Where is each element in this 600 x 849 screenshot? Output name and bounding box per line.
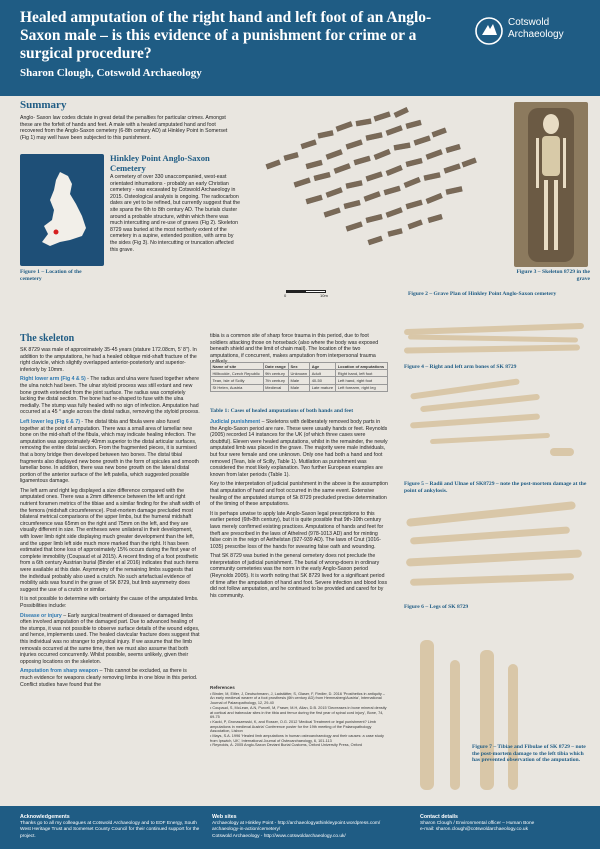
- reference-item: • Kacki, P, Gronaszewski, K, and Rosser, O.G. 2012 'Medical Treatment or legal punishment? Limb amputations in medieval Austria' Conference poster for the 19th meeting of the Palaeopathology Association, Lisbon: [210, 719, 376, 734]
- table-row: St Helen, Austria Medieval Male Late mature Left forearm, right leg: [211, 384, 388, 391]
- reference-item: • Coupaud, S, McLean, A.N, Purcell, M, Fraser, M.H, Allan, D.B. 2015 'Decreases in bone mineral density at cortical and trabecular sites in the tibia and femur during the first year of spinal cord injury', Bone, 74, 69-75: [210, 705, 387, 720]
- judicial-text: – Skeletons with deliberately removed body parts in the Anglo-Saxon period are rare. These were usually hands or feet. Reynolds (2005) recorded 14 instances for the UK (of which three cases were doubtful). Eleven were healed amputations, whilst in the remainder, the newly amputated limb was placed in the grave. The majority were male individuals, but four were female and one unknown. Only one had both a hand and foot removed (Tean, Isle of Scilly, Table 1). Mutilation as punishment was considered the most likely explanation. Two further European examples are known from later periods (Table 1).: [210, 419, 388, 478]
- summary-text: Anglo- Saxon law codes dictate in great detail the penalties for particular crimes. Amongst these are the forfeit of hands and feet. A male with a healed amputated hand and foot recovered from the Anglo-Saxon cemetery (6-8th century AD) at Hinkley Point in Somerset (Fig 1) may well have been subjected to this punishment.: [20, 115, 228, 141]
- web-link[interactable]: Archaeology at Hinkley Point - http://archaeologyathinkleypoint.wordpress.com/: [212, 821, 381, 827]
- bone: [480, 650, 494, 790]
- table-row: Hillbockle, Czech Republic 9th century Unknown Adult Right hand, left foot: [211, 370, 388, 377]
- bone: [404, 344, 580, 353]
- bone: [430, 433, 550, 444]
- cotswold-logo: [474, 16, 584, 52]
- bone: [406, 501, 576, 527]
- fig7-caption: Figure 7 – Tibiae and Fibulae of SK 8729 – note the post-mortem damage to the left tibia which has prevented observation of the amputation.: [472, 744, 586, 764]
- grave-plan: [246, 102, 508, 282]
- disease-lead: Disease or injury: [20, 612, 62, 619]
- table-header: Sex: [288, 363, 309, 370]
- reference-item: • Mays, S.A. 1996 'Healed limb amputations in human osteoarchaeology and their causes: a case study from Ipswich, UK', International Journal of Osteoarchaeology, 6, 101-113: [210, 734, 384, 743]
- fig1-caption: Figure 1 – Location of the cemetery: [20, 269, 82, 282]
- contact-name: Sharon Clough / Environmental officer – Human Bone: [420, 821, 535, 827]
- table-row: Tean, Isle of Scilly 7th century Male 40-50 Left hand, right foot: [211, 377, 388, 384]
- location-map: [20, 154, 104, 266]
- table-header-row: [211, 363, 388, 370]
- logo-mark-icon: [474, 16, 504, 46]
- table-header: Date range: [263, 363, 288, 370]
- middle-p3: Key to the interpretation of judicial punishment in the above is the assumption that amputation of hand and foot occurred in the same event. Extensive healing of the amputated stumps of Sk 8729 precluded precise determination of the timing of these amputations.: [210, 481, 388, 508]
- table-header: Location of amputations: [336, 363, 388, 370]
- bone: [410, 413, 540, 428]
- judicial-lead: Judicial punishment: [210, 419, 261, 425]
- fig4-caption: Figure 4 – Right and left arm bones of SK 8729: [404, 364, 517, 370]
- disease-text: – Early surgical treatment of diseased or damaged limbs often involved amputation of the damaged part. Due to advanced healing of the stumps, it was not possible to observe surface details of the wound edges, and hence, implements used. The healed clavicular fracture does suggest that this individual was no stranger to physical injury. If we assume that the limb removals occurred at the same time, then we must also assume that both injuries occurred concurrently. Whilst possible, seems unlikely, given their opposing locations on the skeleton.: [20, 612, 200, 665]
- tibiae-fibulae-photo: [400, 620, 588, 800]
- summary-heading: Summary: [20, 99, 67, 111]
- weapon-text: – This cannot be excluded, as there is much evidence for weapons clearly removing limbs in one blow in this period. Conflict studies have found that the: [20, 668, 198, 688]
- bone: [450, 660, 460, 790]
- acknowledgements: [20, 814, 200, 840]
- amputations-table: [210, 362, 388, 392]
- bone: [550, 448, 574, 456]
- uk-map-icon: [20, 154, 104, 266]
- arm-bones-photo: [400, 320, 588, 360]
- bone: [420, 394, 540, 413]
- bone: [406, 549, 582, 566]
- reference-item: • Binder, M, Eitler, J, Deutschmann, J, Ladstätter, S, Glaser, F, Fiedler, D. 2016 'Prosthetics in antiquity – An early medieval wearer of a foot prosthesis (6th century AD) from Hemmaberg/Austria', International Journal of Palaeopathology, 12, 29-40: [210, 691, 385, 706]
- skeleton-p5: It is not possible to determine with certainty the cause of the amputated limbs. Possibilities include:: [20, 596, 199, 609]
- poster-title: Healed amputation of the right hand and left foot of an Anglo-Saxon male – is this evidence of a punishment for crime or a surgical procedure?: [20, 9, 432, 62]
- poster-author: Sharon Clough, Cotswold Archaeology: [20, 67, 202, 79]
- skeleton-p1: SK 8729 was male of approximately 35-45 years (stature 172.08cm, 5' 8"). In addition to the amputations, he had a healed oblique mid-shaft fracture of the right clavicle, which slightly overlapped anterior-posteriorly and superior-inferiorly by 10mm.: [20, 347, 197, 373]
- right-arm-text: - The radius and ulna were fused together where the ulna notch had been. The ulnar styloid process was still extant and new bone growth extended from the joint surface. The radius was completely lacking the distal section. The bone had re-shaped to fuse with the ulna medially. The stump was fully healed with no sign of infection. Amputation had occurred at a 45 ° angle across the distal radius, removing the styloid process.: [20, 376, 200, 416]
- contact-email[interactable]: e-mail: sharon.clough@cotswoldarchaeology.co.uk: [420, 827, 528, 833]
- left-leg-lead: Left lower leg (Fig 6 & 7): [20, 418, 80, 425]
- cemetery-heading: Hinkley Point Anglo-Saxon Cemetery: [110, 153, 210, 173]
- ack-text: Thanks go to all my colleagues at Cotswold Archaeology and to EDF Energy, South West Heritage Trust and Somerset County Council for their continued support for the project.: [20, 821, 200, 839]
- fig6-caption: Figure 6 – Legs of SK 8729: [404, 604, 469, 610]
- references-heading: References: [210, 685, 235, 690]
- bone: [410, 573, 574, 586]
- right-arm-lead: Right lower arm (Fig 4 & 5): [20, 376, 86, 383]
- middle-p4: It is perhaps unwise to apply late Anglo-Saxon legal prescriptions to this earlier period (6th-8th century), but it is quite possible that 9th-10th century laws merely confirmed existing practices. Amputations of hands and feet for theft are prescribed in the laws of Athelred (978-1013 AD) and for minting false coin in the reign of Aethelstan (927-939 AD). The laws of Cnut (1016-1035) prescribe loss of the hands for swearing false oath and wounding.: [210, 510, 384, 550]
- scale-start: 0: [284, 293, 287, 298]
- logo-text: Cotswold Archaeology: [508, 17, 564, 40]
- skeleton-grave-photo: [514, 102, 588, 267]
- poster-header: [0, 0, 600, 96]
- bone: [410, 526, 570, 544]
- cemetery-text: A cemetery of over 330 unaccompanied, west-east orientated inhumations - probably an early Christian cemetery - was excavated by Cotswold Archaeology in 2015. Osteological analysis is ongoing. The radiocarbon dates are yet to be refined, but currently suggest that the site spans the 6th to 8th century AD. The burials cluster around a probable structure, within which there was much intercutting and re-use of graves (Fig 2). Skeleton 8729 was buried at the most northerly extent of the cemetery in a supine, extended position, with arms by the sides (Fig 3). No intercutting or truncation affected this grave.: [110, 174, 241, 253]
- legs-photo: [400, 502, 588, 598]
- left-leg-text: - The distal tibia and fibula were also fused together at the point of amputation. There was a small area of lamellar new bone on the mid-shaft of the fibula, which may indicate healing infection. The amputation was approximately 40mm superior to the distal articular surfaces, removing the entire distal section. From the fragmented pieces, it is surmised that a bony bridge then developed between two bones. The distal tibial fragments also displayed new bone growth in the form of spicules and smooth lamellar bone. In addition, there was new bone growth on the lateral distal portion of the anterior surface of the left patella, which suggested possible ligamentous damage.: [20, 418, 199, 485]
- reference-item: • Reynolds, A. 2005 Anglo-Saxon Deviant Burial Customs, Oxford University Press, Oxford: [210, 743, 363, 748]
- fig3-caption: Figure 3 – Skeleton 8729 in the grave: [516, 269, 590, 282]
- bone: [508, 664, 518, 790]
- middle-text-top: tibia is a common site of sharp force trauma in this period, due to foot soldiers attacking those on horseback (also where the body was exposed beneath shield and the limit of chain mail). The location of the two amputations, if concurrent, makes amputation from interpersonal trauma unlikely.: [210, 333, 379, 366]
- middle-text: [210, 419, 388, 602]
- web-sites: [212, 814, 412, 840]
- scale-end: 10m: [320, 293, 328, 298]
- web-link-cont[interactable]: archaeology-in-action/cemetery/: [212, 827, 281, 833]
- bone: [404, 323, 584, 335]
- radii-ulnae-photo: [400, 376, 588, 472]
- bone: [408, 335, 578, 343]
- fig2-caption: Figure 2 – Grave Plan of Hinkley Point Anglo-Saxon cemetery: [408, 291, 557, 297]
- weapon-lead: Amputation from sharp weapon: [20, 668, 99, 675]
- skeleton-text: [20, 347, 200, 691]
- poster-footer: [0, 806, 600, 849]
- fig5-caption: Figure 5 – Radii and Ulnae of SK8729 – note the post-mortem damage at the point of ankylosis.: [404, 481, 587, 494]
- table-header: Age: [310, 363, 336, 370]
- skeleton-p4: The left arm and right leg displayed a size difference compared with the amputated ones. There was a 2mm difference between the left and right nutrient foramen metrics of the tibiae and a similar finding for the shaft width of the femora (midshaft circumference). Post-mortem damage precluded most bilateral metrical comparisons of the upper limbs, but the humeral midshaft circumference was 65mm on the right and 75mm on the left, and they are visually different in size. The entheses were unilateral in their development, with lower limb right side displaying much greater development than the left, and the upper limb left side much more marked than the right. It has been estimated that bone loss of approximately 15% occurs during the first year of complete immobility (Coupaud et al 2015). A recent finding of a foot prosthetic from a 6th century Austrian burial (Binder et al 2016) indicates that such items were available at this date. Asymmetry of the remaining limbs suggests that the individual probably also used a crutch. No such artefactual evidence of mobility aids was found in the grave of SK 8729, but limb asymmetry does suggest the use of a crutch or similar.: [20, 487, 200, 593]
- table-header: Name of site: [211, 363, 264, 370]
- contact-details: [420, 814, 590, 834]
- middle-p5: That SK 8729 was buried in the general cemetery does not preclude the interpretation of judicial punishment. The burial of wrong-doers in ordinary community cemeteries was the norm in the early Anglo-Saxon period (Reynolds 2005). It is worth noting that SK 8729 lived for a significant period of time after the amputation of hand and foot. Severe infection and blood loss did not follow amputation, and he continued to be provided and cared for by his community.: [210, 553, 388, 599]
- references: [210, 686, 388, 748]
- contact-heading: Contact details: [420, 814, 458, 820]
- skeleton-heading: The skeleton: [20, 333, 75, 344]
- ack-heading: Acknowledgements: [20, 814, 70, 820]
- table1-caption: Table 1: Cases of healed amputations of both hands and feet: [210, 408, 354, 414]
- web-link[interactable]: Cotswold Archaeology - http://www.cotswoldarchaeology.co.uk/: [212, 833, 346, 839]
- web-heading: Web sites: [212, 814, 237, 820]
- bone: [420, 640, 434, 790]
